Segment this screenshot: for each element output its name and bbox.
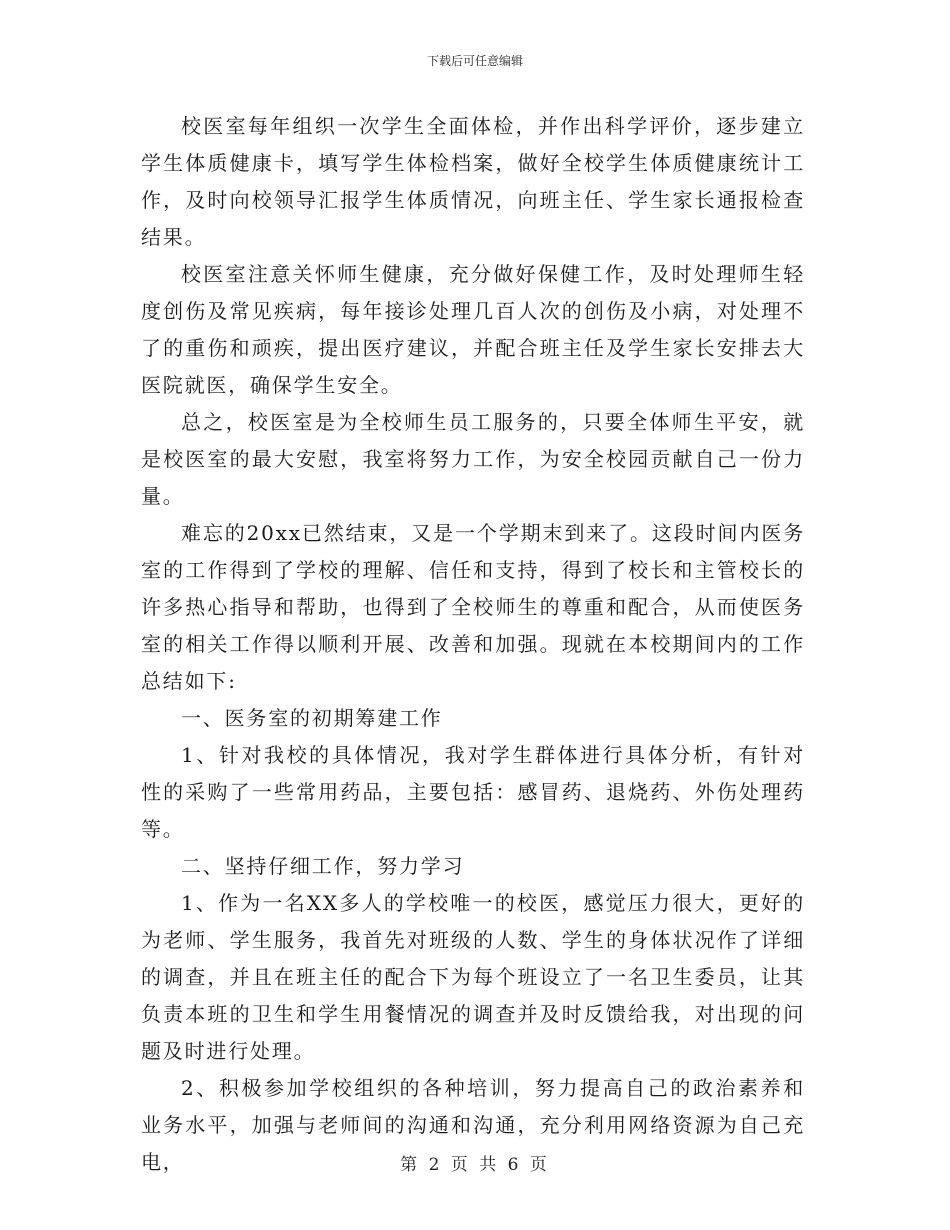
section-heading-2: 二、坚持仔细工作，努力学习 <box>181 854 465 878</box>
paragraph-2: 校医室注意关怀师生健康，充分做好保健工作，及时处理师生轻度创伤及常见疾病，每年接诊处理几百人次的创伤及小病，对处理不了的重伤和顽疾，提出医疗建议，并配合班主任及学生家长安排去大医院就医，确保学生安全。 <box>141 262 805 397</box>
paragraph-4: 难忘的20xx已然结束，又是一个学期末到来了。这段时间内医务室的工作得到了学校的理解、信任和支持，得到了校长和主管校长的许多热心指导和帮助，也得到了全校师生的尊重和配合，从而使医务室的相关工作得以顺利开展、改善和加强。现就在本校期间内的工作总结如下: <box>141 521 805 693</box>
page-number: 第 2 页 共 6 页 <box>400 1155 550 1175</box>
page-header-note: 下载后可任意编辑 <box>426 54 523 68</box>
paragraph-1: 校医室每年组织一次学生全面体检，并作出科学评价，逐步建立学生体质健康卡，填写学生体检档案，做好全校学生体质健康统计工作，及时向校领导汇报学生体质情况，向班主任、学生家长通报检查结果。 <box>141 114 805 249</box>
section-heading-1: 一、医务室的初期筹建工作 <box>181 706 443 730</box>
document-body <box>141 108 805 1181</box>
paragraph-7: 2、积极参加学校组织的各种培训，努力提高自己的政治素养和业务水平，加强与老师间的沟通和沟通，充分利用网络资源为自己充电， <box>141 1076 805 1174</box>
paragraph-5: 1、针对我校的具体情况，我对学生群体进行具体分析，有针对性的采购了一些常用药品，主要包括：感冒药、退烧药、外伤处理药等。 <box>141 743 805 841</box>
paragraph-6: 1、作为一名XX多人的学校唯一的校医，感觉压力很大，更好的为老师、学生服务，我首先对班级的人数、学生的身体状况作了详细的调查，并且在班主任的配合下为每个班设立了一名卫生委员，让其负责本班的卫生和学生用餐情况的调查并及时反馈给我，对出现的问题及时进行处理。 <box>141 891 805 1063</box>
paragraph-3: 总之，校医室是为全校师生员工服务的，只要全体师生平安，就是校医室的最大安慰，我室将努力工作，为安全校园贡献自己一份力量。 <box>141 410 805 508</box>
